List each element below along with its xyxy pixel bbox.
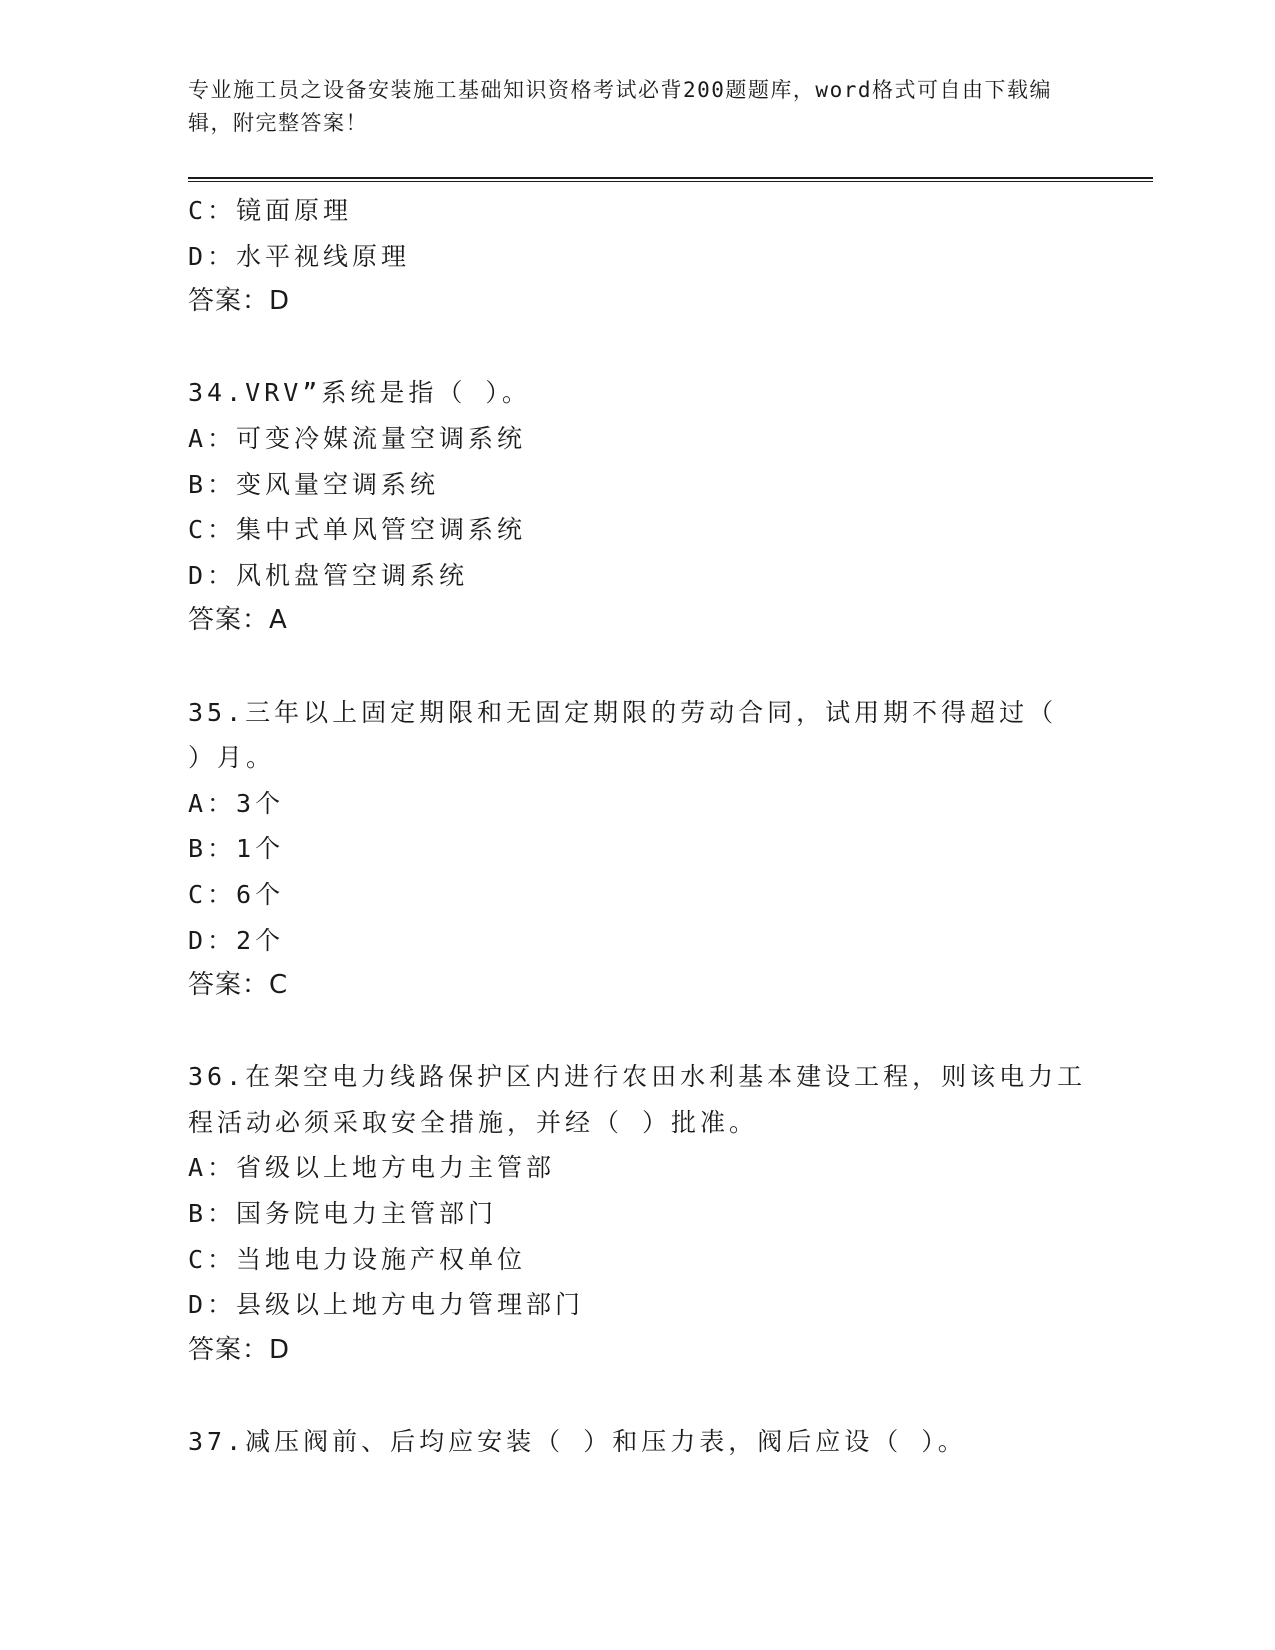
page-header-title: 专业施工员之设备安装施工基础知识资格考试必背200题题库，word格式可自由下载编辑，附完整答案！ [188, 78, 1052, 135]
spacer [188, 1373, 1108, 1419]
option-a: A：省级以上地方电力主管部 [188, 1153, 556, 1183]
option-c: C：当地电力设施产权单位 [188, 1244, 527, 1274]
option-d: D：2个 [188, 925, 285, 955]
option-b: B：国务院电力主管部门 [188, 1199, 498, 1229]
option-a: A：可变冷媒流量空调系统 [188, 423, 527, 453]
answer-line: 答案：D [188, 1334, 291, 1365]
option-b: B：1个 [188, 834, 285, 864]
answer-line: 答案：C [188, 970, 289, 1001]
answer-line: 答案：D [188, 286, 291, 317]
spacer [188, 644, 1108, 690]
question-stem: 36.在架空电力线路保护区内进行农田水利基本建设工程，则该电力工程活动必须采取安全措施，并经（ ）批准。 [188, 1062, 1087, 1137]
answer-line: 答案：A [188, 605, 288, 636]
option-c: C：镜面原理 [188, 196, 353, 225]
spacer [188, 325, 1108, 371]
option-d: D：水平视线原理 [188, 241, 411, 271]
option-b: B：变风量空调系统 [188, 469, 440, 499]
question-list [188, 188, 1108, 1465]
option-d: D：县级以上地方电力管理部门 [188, 1290, 585, 1320]
option-a: A：3个 [188, 788, 285, 818]
option-c: C：6个 [188, 879, 285, 909]
question-stem: 35.三年以上固定期限和无固定期限的劳动合同，试用期不得超过（ ）月。 [188, 697, 1058, 773]
option-c: C：集中式单风管空调系统 [188, 515, 527, 545]
header-divider-thick [188, 177, 1153, 179]
question-stem: 37.减压阀前、后均应安装（ ）和压力表，阀后应设（ ）。 [188, 1427, 967, 1457]
question-stem: 34.VRV”系统是指（ ）。 [188, 378, 531, 408]
option-d: D：风机盘管空调系统 [188, 560, 469, 590]
header-divider-thin [188, 181, 1153, 182]
spacer [188, 1009, 1108, 1055]
